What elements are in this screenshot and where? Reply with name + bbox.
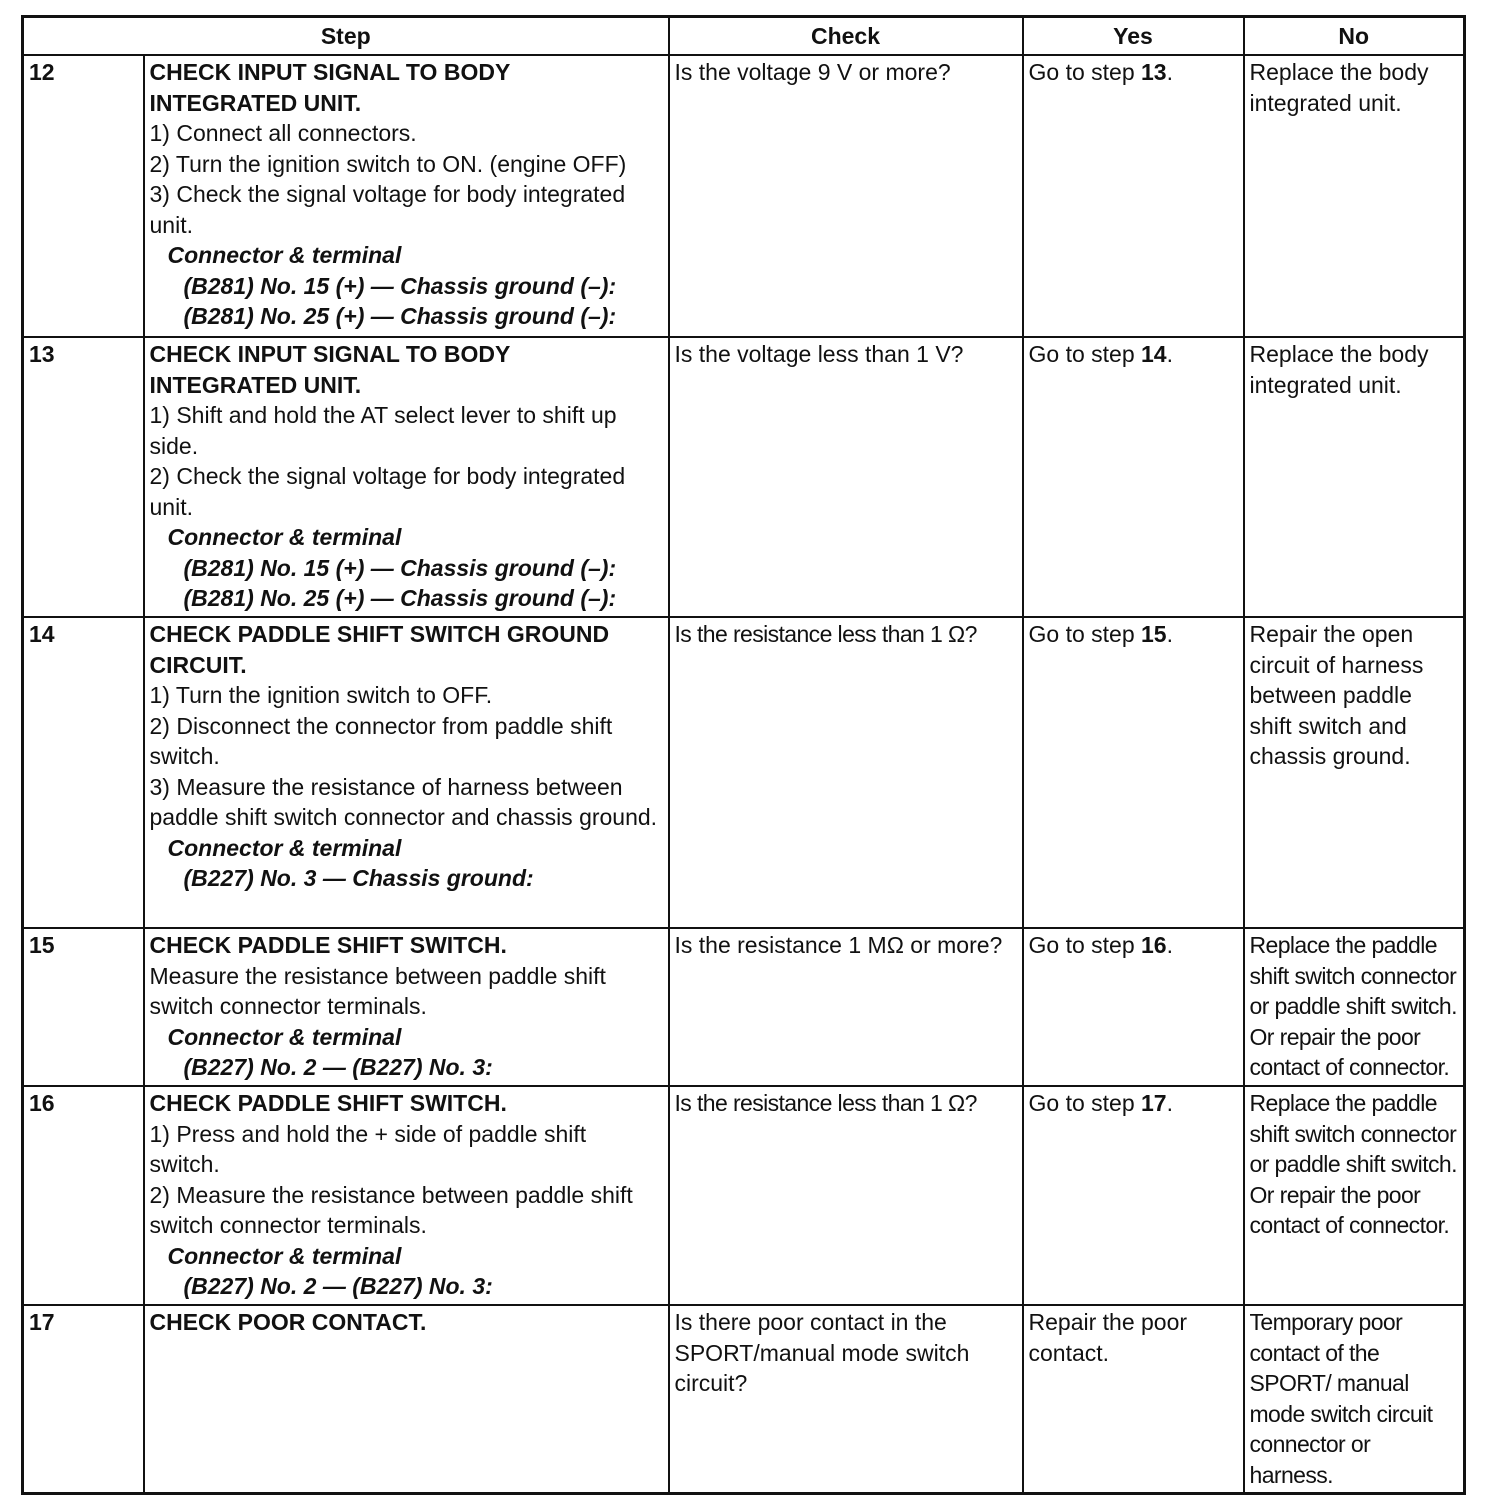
step-title: CHECK INPUT SIGNAL TO BODY INTEGRATED UNIT.: [149, 59, 510, 116]
terminal-spec: (B227) No. 2 — (B227) No. 3:: [183, 1273, 493, 1299]
step-cell: [144, 1086, 669, 1305]
step-line: 2) Disconnect the connector from paddle shift switch.: [149, 712, 613, 769]
yes-cell: [1023, 617, 1244, 928]
step-title: CHECK PADDLE SHIFT SWITCH.: [149, 1090, 507, 1116]
yes-cell: [1023, 55, 1244, 337]
yes-step: 14: [1141, 341, 1167, 367]
step-line: 1) Connect all connectors.: [149, 120, 417, 146]
step-line: 2) Turn the ignition switch to ON. (engine OFF): [149, 150, 627, 177]
connector-label: Connector & terminal: [167, 1023, 402, 1050]
table-row: [23, 55, 1465, 337]
check-cell: Is the resistance less than 1 Ω?: [669, 617, 1023, 928]
step-number: 12: [23, 55, 144, 337]
table-row: [23, 1086, 1465, 1305]
check-cell: Is the voltage 9 V or more?: [669, 55, 1023, 337]
connector-label: Connector & terminal: [167, 1242, 402, 1269]
table-row: [23, 617, 1465, 928]
terminal-spec: (B227) No. 3 — Chassis ground:: [183, 865, 534, 891]
connector-label: Connector & terminal: [167, 242, 402, 268]
header-check: Check: [669, 17, 1023, 56]
check-cell: Is the resistance less than 1 Ω?: [669, 1086, 1023, 1305]
yes-cell: [1023, 928, 1244, 1086]
no-cell: Replace the body integrated unit.: [1244, 55, 1465, 337]
step-title: CHECK PADDLE SHIFT SWITCH GROUND CIRCUIT.: [149, 621, 610, 678]
header-yes: Yes: [1023, 17, 1244, 56]
yes-step: 16: [1141, 932, 1167, 958]
yes-step: 15: [1141, 621, 1167, 647]
yes-prefix: Go to step: [1028, 59, 1142, 85]
step-number: 14: [23, 617, 144, 928]
step-title: CHECK PADDLE SHIFT SWITCH.: [149, 932, 507, 958]
step-line: 1) Press and hold the + side of paddle shift switch.: [149, 1120, 587, 1177]
step-cell: [144, 928, 669, 1086]
connector-label: Connector & terminal: [167, 524, 402, 550]
header-no: No: [1244, 17, 1465, 56]
terminal-spec: (B227) No. 2 — (B227) No. 3:: [183, 1054, 493, 1080]
step-line: 3) Measure the resistance of harness between paddle shift switch connector and chassis ground.: [149, 773, 658, 830]
step-title: CHECK POOR CONTACT.: [149, 1309, 427, 1335]
step-number: 13: [23, 337, 144, 617]
no-cell: Replace the body integrated unit.: [1244, 337, 1465, 617]
yes-suffix: .: [1166, 341, 1173, 367]
step-line: Measure the resistance between paddle shift switch connector terminals.: [149, 962, 606, 1019]
check-cell: Is there poor contact in the SPORT/manual mode switch circuit?: [669, 1305, 1023, 1494]
diagnostic-table: [21, 15, 1466, 1495]
yes-prefix: Go to step: [1028, 932, 1142, 958]
step-line: 2) Measure the resistance between paddle shift switch connector terminals.: [149, 1181, 633, 1238]
terminal-spec: (B281) No. 15 (+) — Chassis ground (–):: [183, 272, 617, 299]
table-row: [23, 337, 1465, 617]
header-row: [23, 17, 1465, 56]
step-line: 1) Shift and hold the AT select lever to shift up side.: [149, 402, 617, 459]
yes-step: 13: [1141, 59, 1167, 85]
yes-step: 17: [1141, 1090, 1167, 1116]
yes-prefix: Repair the poor contact.: [1028, 1309, 1188, 1366]
step-number: 17: [23, 1305, 144, 1494]
step-title: CHECK INPUT SIGNAL TO BODY INTEGRATED UNIT.: [149, 341, 510, 398]
step-cell: [144, 1305, 669, 1494]
header-step: Step: [23, 17, 669, 56]
step-line: 2) Check the signal voltage for body integrated unit.: [149, 463, 626, 520]
terminal-spec: (B281) No. 15 (+) — Chassis ground (–):: [183, 554, 617, 581]
connector-label: Connector & terminal: [167, 834, 402, 861]
terminal-spec: (B281) No. 25 (+) — Chassis ground (–):: [183, 303, 617, 329]
no-cell: Replace the paddle shift switch connector or paddle shift switch. Or repair the poor contact of connector.: [1244, 928, 1465, 1086]
yes-cell: [1023, 337, 1244, 617]
table-row: [23, 928, 1465, 1086]
step-number: 16: [23, 1086, 144, 1305]
yes-suffix: .: [1166, 932, 1173, 958]
check-cell: Is the resistance 1 MΩ or more?: [669, 928, 1023, 1086]
step-cell: [144, 617, 669, 928]
step-line: 3) Check the signal voltage for body integrated unit.: [149, 181, 626, 238]
step-cell: [144, 55, 669, 337]
no-cell: Temporary poor contact of the SPORT/ manual mode switch circuit connector or harness.: [1244, 1305, 1465, 1494]
step-line: 1) Turn the ignition switch to OFF.: [149, 682, 493, 708]
yes-suffix: .: [1166, 1090, 1173, 1116]
step-cell: [144, 337, 669, 617]
step-number: 15: [23, 928, 144, 1086]
check-cell: Is the voltage less than 1 V?: [669, 337, 1023, 617]
yes-suffix: .: [1166, 621, 1173, 647]
yes-prefix: Go to step: [1028, 1090, 1142, 1116]
yes-cell: [1023, 1086, 1244, 1305]
terminal-spec: (B281) No. 25 (+) — Chassis ground (–):: [183, 585, 617, 611]
yes-prefix: Go to step: [1028, 341, 1142, 367]
yes-suffix: .: [1166, 59, 1173, 85]
table-row: [23, 1305, 1465, 1494]
yes-prefix: Go to step: [1028, 621, 1142, 647]
no-cell: Replace the paddle shift switch connector or paddle shift switch. Or repair the poor contact of connector.: [1244, 1086, 1465, 1305]
no-cell: Repair the open circuit of harness between paddle shift switch and chassis ground.: [1244, 617, 1465, 928]
yes-cell: [1023, 1305, 1244, 1494]
